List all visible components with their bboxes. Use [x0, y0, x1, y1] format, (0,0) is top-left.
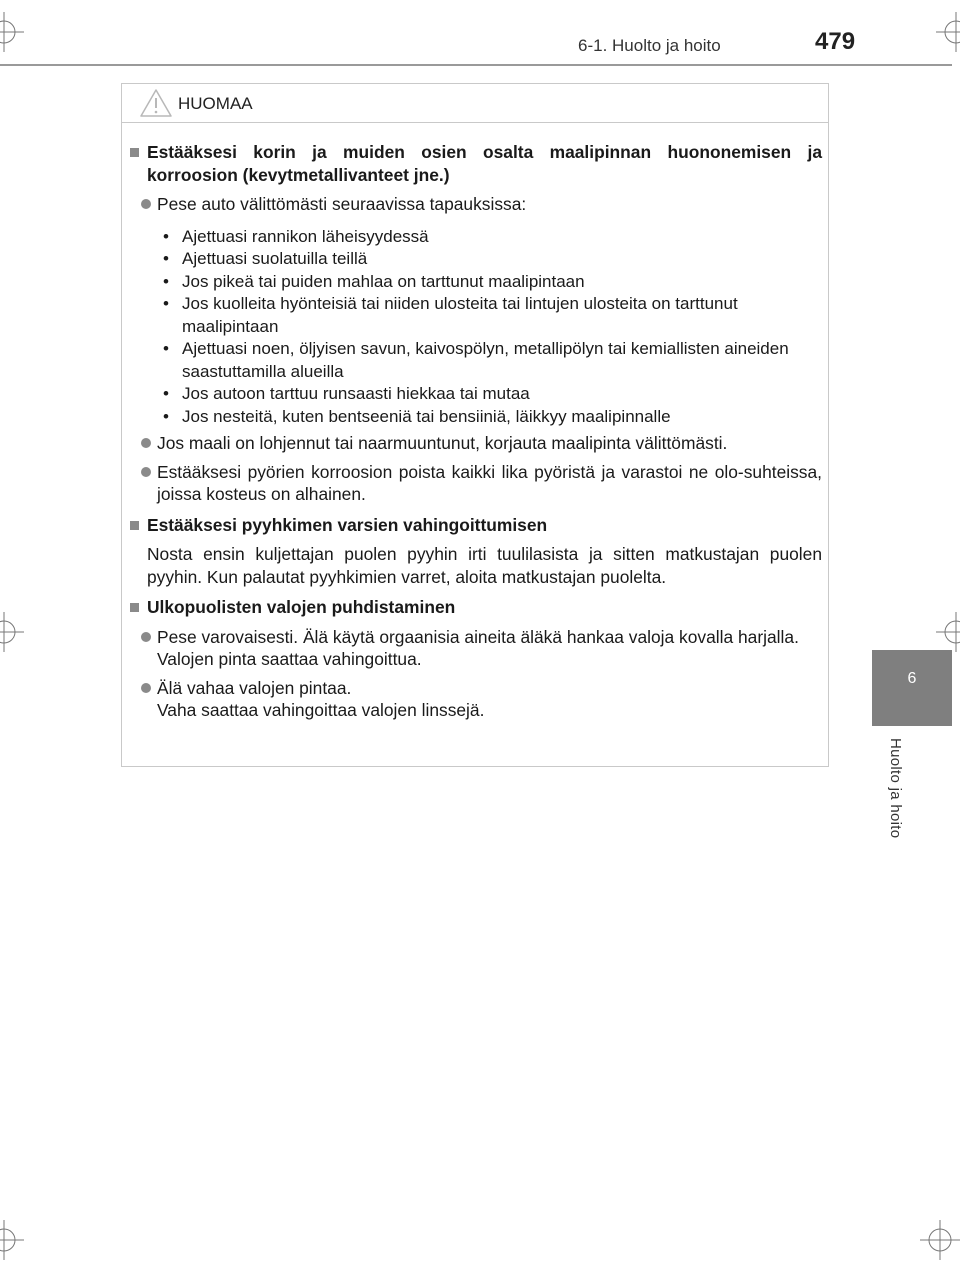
square-bullet-icon	[130, 603, 139, 612]
sub-list-item: • Jos kuolleita hyönteisiä tai niiden ulosteita tai lintujen ulosteita on tarttunut maalipintaan	[130, 293, 822, 338]
page-number: 479	[815, 28, 856, 55]
header-divider	[0, 64, 952, 66]
section-heading	[130, 514, 822, 537]
round-bullet-icon	[141, 683, 151, 693]
sub-list-item: • Jos nesteitä, kuten bentseeniä tai bensiiniä, läikkyy maalipinnalle	[130, 406, 822, 429]
registration-mark-icon	[0, 1220, 24, 1260]
chapter-label: Huolto ja hoito	[887, 738, 904, 839]
round-bullet-icon	[141, 467, 151, 477]
list-item-text: Pese auto välittömästi seuraavissa tapauksissa:	[157, 194, 527, 214]
section-heading-text: Estääksesi pyyhkimen varsien vahingoittumisen	[147, 514, 548, 535]
round-bullet-icon	[141, 438, 151, 448]
list-item	[141, 461, 822, 506]
list-item-text: Pese varovaisesti. Älä käytä orgaanisia aineita äläkä hankaa valoja kovalla harjalla. Valojen pinta saattaa vahingoittua.	[157, 626, 799, 669]
header-section-title: 6-1. Huolto ja hoito	[578, 36, 721, 55]
registration-mark-icon	[936, 612, 960, 652]
round-bullet-icon	[141, 632, 151, 642]
notice-title: HUOMAA	[178, 94, 253, 113]
sub-list-item: • Jos autoon tarttuu runsaasti hiekkaa tai mutaa	[130, 383, 822, 406]
list-item-text: Älä vahaa valojen pintaa. Vaha saattaa vahingoittaa valojen linssejä.	[157, 677, 485, 720]
sub-list-item: • Ajettuasi noen, öljyisen savun, kaivospölyn, metallipölyn tai kemiallisten aineiden saastuttamilla alueilla	[130, 338, 822, 383]
chapter-tab	[872, 650, 952, 726]
square-bullet-icon	[130, 521, 139, 530]
sub-list-item: • Jos pikeä tai puiden mahlaa on tarttunut maalipintaan	[130, 271, 822, 294]
sub-list-item: • Ajettuasi rannikon läheisyydessä	[130, 226, 822, 249]
list-item-text: Estääksesi pyörien korroosion poista kaikki lika pyöristä ja varastoi ne olo-suhteissa, joissa kosteus on alhainen.	[157, 461, 822, 504]
registration-mark-icon	[920, 1220, 960, 1260]
section-heading-text: Ulkopuolisten valojen puhdistaminen	[147, 597, 456, 617]
sub-list-item: • Ajettuasi suolatuilla teillä	[130, 248, 822, 271]
section-heading	[130, 596, 822, 619]
list-item	[141, 432, 822, 455]
section-heading	[130, 141, 822, 186]
warning-triangle-icon	[139, 88, 173, 118]
chapter-number: 6	[907, 670, 917, 687]
registration-mark-icon	[936, 12, 960, 52]
notice-box	[121, 83, 829, 767]
round-bullet-icon	[141, 199, 151, 209]
section-paragraph: Nosta ensin kuljettajan puolen pyyhin irti tuulilasista ja sitten matkustajan puolen pyyhin. Kun palautat pyyhkimien varret, aloita matkustajan puolelta.	[147, 544, 822, 587]
notice-header	[122, 84, 828, 123]
section-heading-text: Estääksesi korin ja muiden osien osalta maalipinnan huononemisen ja korroosion (kevytmetallivanteet jne.)	[147, 142, 822, 185]
square-bullet-icon	[130, 148, 139, 157]
list-item	[141, 193, 822, 216]
list-item	[141, 677, 822, 722]
list-item	[141, 626, 822, 671]
notice-content	[122, 123, 828, 722]
list-item-text: Jos maali on lohjennut tai naarmuuntunut, korjauta maalipinta välittömästi.	[157, 433, 728, 453]
registration-mark-icon	[0, 12, 24, 52]
registration-mark-icon	[0, 612, 24, 652]
